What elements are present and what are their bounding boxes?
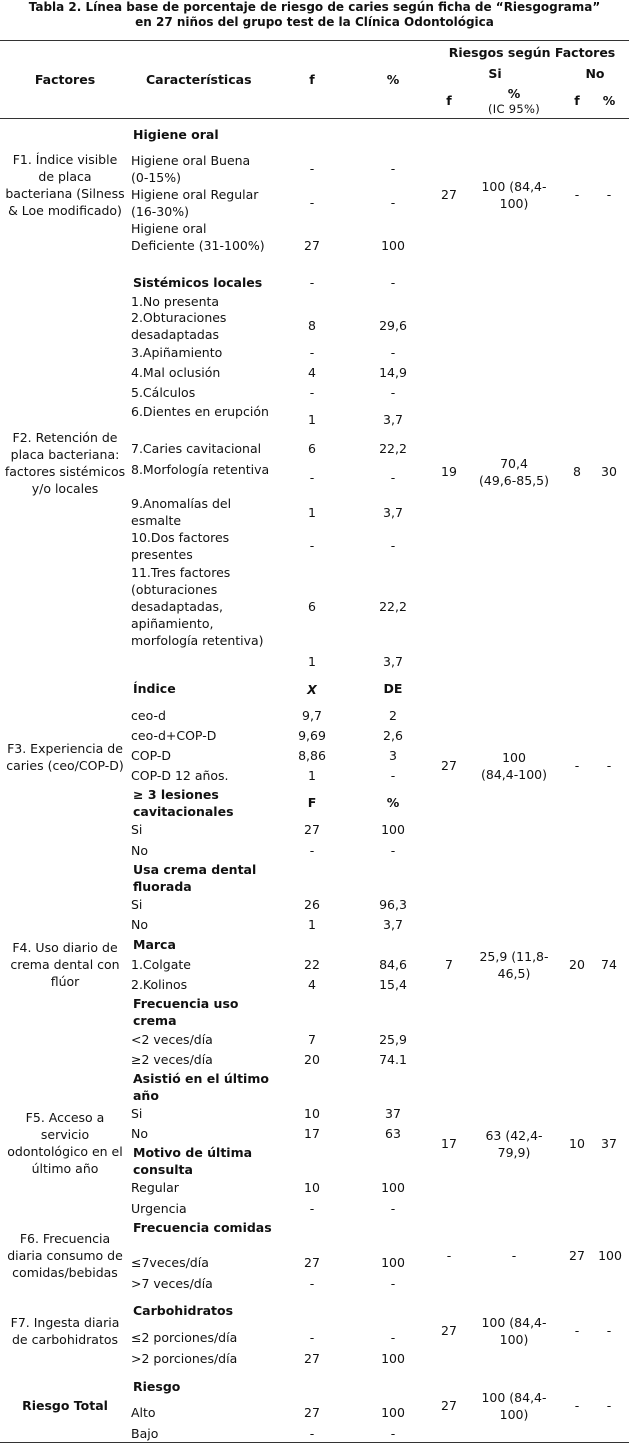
row-f: - (309, 385, 315, 400)
row-label: Si (131, 897, 143, 912)
row-pct: - (390, 385, 396, 400)
group-heading: Asistió en el último año (133, 1071, 269, 1103)
si-f: - (446, 1248, 452, 1263)
no-f: - (574, 1323, 580, 1338)
row-f: 1 (308, 412, 316, 427)
row-f: - (309, 1276, 315, 1291)
no-f: 20 (569, 957, 585, 972)
si-ic: (49,6-85,5) (479, 473, 549, 488)
row-f: 27 (304, 238, 320, 253)
row-pct: - (390, 1330, 396, 1345)
row-f: - (309, 195, 315, 210)
si-pct: 100 (84,4-100) (481, 179, 547, 211)
row-f: 1 (308, 917, 316, 932)
row-f: 1 (308, 505, 316, 520)
row-label: 11.Tres factores (obturaciones desadaptadas, apiñamiento, morfología retentiva) (131, 565, 264, 648)
row-pct: 22,2 (379, 441, 407, 456)
table-caption (0, 0, 629, 40)
no-pct: 74 (601, 957, 617, 972)
row-f: 4 (308, 977, 316, 992)
bottom-rule (0, 1442, 629, 1443)
row-pct: 63 (385, 1126, 401, 1141)
row-pct: 100 (381, 1180, 405, 1195)
header-no: No (585, 66, 605, 81)
header-f: F (307, 795, 317, 810)
header-riesgos: Riesgos según Factores (448, 45, 616, 60)
row-label: COP-D 12 años. (131, 768, 229, 783)
row-f: - (309, 161, 315, 176)
row-f: 10 (304, 1180, 320, 1195)
row-pct: 96,3 (379, 897, 407, 912)
header-si-ic: (IC 95%) (487, 102, 540, 116)
row-f: - (309, 1426, 315, 1441)
group-heading: Índice (133, 681, 176, 696)
row-label: Higiene oral Regular (16-30%) (131, 187, 259, 219)
no-pct: 100 (598, 1248, 622, 1263)
factor-label: Riesgo Total (22, 1398, 108, 1413)
group-heading: Marca (133, 937, 176, 952)
row-pct: - (390, 195, 396, 210)
row-label: >2 porciones/día (131, 1351, 238, 1366)
row-label: Si (131, 1106, 143, 1121)
row-label: 10.Dos factores presentes (131, 530, 230, 562)
group-heading: Higiene oral (133, 127, 219, 142)
row-f: 8,86 (298, 748, 326, 763)
row-label: 1.Colgate (131, 957, 191, 972)
row-label: Bajo (131, 1426, 159, 1441)
group-heading: Carbohidratos (133, 1303, 234, 1318)
row-pct: 3,7 (383, 654, 403, 669)
row-pct: - (390, 275, 396, 290)
factor-label: F2. Retención de placa bacteriana: factores sistémicos y/o locales (4, 430, 126, 496)
no-f: - (574, 758, 580, 773)
row-label: 3.Apiñamiento (131, 345, 223, 360)
si-pct: 70,4 (500, 456, 528, 471)
si-f: 27 (441, 1323, 457, 1338)
row-f: - (309, 538, 315, 553)
no-f: 8 (573, 464, 581, 479)
row-label: ≥2 veces/día (131, 1052, 213, 1067)
row-pct: 100 (381, 1351, 405, 1366)
factor-label: F1. Índice visible de placa bacteriana (Silness & Loe modificado) (5, 152, 125, 218)
header-si: Si (488, 66, 502, 81)
no-pct: - (606, 1323, 612, 1338)
no-f: 10 (569, 1136, 585, 1151)
row-label: 6.Dientes en erupción (131, 404, 269, 419)
row-label: Alto (131, 1405, 156, 1420)
row-label: 7.Caries cavitacional (131, 441, 262, 456)
row-label: COP-D (131, 748, 171, 763)
no-pct: - (606, 1398, 612, 1413)
factor-label: F3. Experiencia de caries (ceo/COP-D) (6, 741, 124, 773)
row-f: 7 (308, 1032, 316, 1047)
no-pct: 37 (601, 1136, 617, 1151)
no-pct: - (606, 758, 612, 773)
group-heading: Frecuencia comidas (133, 1220, 272, 1235)
row-pct: 15,4 (379, 977, 407, 992)
row-label: 1.No presenta (131, 294, 220, 309)
header-f: f (309, 72, 315, 87)
caption-line-1: Tabla 2. Línea base de porcentaje de riesgo de caries según ficha de “Riesgograma” (28, 0, 601, 14)
row-label: >7 veces/día (131, 1276, 213, 1291)
row-pct: 2,6 (383, 728, 403, 743)
top-rule (0, 40, 629, 41)
row-label: <2 veces/día (131, 1032, 213, 1047)
row-f: 1 (308, 768, 316, 783)
row-pct: - (390, 345, 396, 360)
si-pct: 63 (42,4-79,9) (485, 1128, 543, 1160)
row-f: - (309, 470, 315, 485)
row-f: 27 (304, 822, 320, 837)
row-pct: - (390, 470, 396, 485)
row-label: No (131, 917, 148, 932)
row-f: 27 (304, 1255, 320, 1270)
no-pct: 30 (601, 464, 617, 479)
row-pct: - (390, 768, 396, 783)
mean-symbol: X (307, 682, 317, 697)
header-si-pct: % (507, 86, 521, 101)
header-pct: % (386, 795, 400, 810)
row-f: 27 (304, 1405, 320, 1420)
row-label: Regular (131, 1180, 179, 1195)
group-heading: Usa crema dental fluorada (133, 862, 257, 894)
header-si-f: f (446, 93, 452, 108)
si-pct: 100 (84,4-100) (481, 1390, 547, 1422)
row-label: Higiene oral Deficiente (31-100%) (131, 221, 265, 253)
row-label: 5.Cálculos (131, 385, 196, 400)
header-de: DE (383, 681, 403, 696)
row-label: 8.Morfología retentiva (131, 462, 270, 477)
group-heading: Sistémicos locales (133, 275, 263, 290)
row-pct: 29,6 (379, 318, 407, 333)
no-pct: - (606, 187, 612, 202)
row-f: 17 (304, 1126, 320, 1141)
no-f: - (574, 1398, 580, 1413)
header-rule (0, 118, 629, 119)
factor-label: F5. Acceso a servicio odontológico en el último año (7, 1110, 123, 1176)
row-pct: - (390, 538, 396, 553)
row-pct: - (390, 843, 396, 858)
si-f: 19 (441, 464, 457, 479)
header-no-f: f (574, 93, 580, 108)
si-f: 27 (441, 187, 457, 202)
factor-label: F4. Uso diario de crema dental con flúor (10, 940, 120, 989)
row-f: 20 (304, 1052, 320, 1067)
row-label: 4.Mal oclusión (131, 365, 221, 380)
row-label: 9.Anomalías del esmalte (131, 496, 232, 528)
row-label: 2.Kolinos (131, 977, 188, 992)
factor-label: F6. Frecuencia diaria consumo de comidas/bebidas (7, 1231, 123, 1280)
no-f: 27 (569, 1248, 585, 1263)
row-f: 1 (308, 654, 316, 669)
row-label: Higiene oral Buena (0-15%) (131, 153, 251, 185)
row-label: ceo-d (131, 708, 166, 723)
row-pct: 100 (381, 1405, 405, 1420)
factor-label: F7. Ingesta diaria de carbohidratos (10, 1315, 120, 1347)
row-label: ≤2 porciones/día (131, 1330, 238, 1345)
header-pct: % (386, 72, 400, 87)
si-f: 27 (441, 1398, 457, 1413)
row-pct: 25,9 (379, 1032, 407, 1047)
row-pct: 3,7 (383, 505, 403, 520)
si-ic: (84,4-100) (481, 767, 547, 782)
row-pct: 100 (381, 822, 405, 837)
row-label: Si (131, 822, 143, 837)
row-pct: 37 (385, 1106, 401, 1121)
row-pct: 22,2 (379, 599, 407, 614)
row-pct: - (390, 161, 396, 176)
row-pct: 2 (389, 708, 397, 723)
group-heading: ≥ 3 lesiones cavitacionales (133, 787, 234, 819)
no-f: - (574, 187, 580, 202)
row-pct: 14,9 (379, 365, 407, 380)
header-caracteristicas: Características (146, 72, 252, 87)
si-f: 7 (445, 957, 453, 972)
si-pct: 100 (84,4-100) (481, 1315, 547, 1347)
row-f: 10 (304, 1106, 320, 1121)
row-label: ≤7veces/día (131, 1255, 209, 1270)
row-f: 27 (304, 1351, 320, 1366)
group-heading: Frecuencia uso crema (133, 996, 239, 1028)
row-pct: 3 (389, 748, 397, 763)
row-f: - (309, 345, 315, 360)
row-pct: - (390, 1276, 396, 1291)
row-f: 8 (308, 318, 316, 333)
row-f: 22 (304, 957, 320, 972)
row-label: 2.Obturaciones desadaptadas (131, 310, 227, 342)
row-f: - (309, 843, 315, 858)
row-f: - (309, 275, 315, 290)
row-f: 6 (308, 441, 316, 456)
row-label: No (131, 1126, 148, 1141)
header-no-pct: % (602, 93, 616, 108)
row-label: ceo-d+COP-D (131, 728, 217, 743)
row-pct: - (390, 1201, 396, 1216)
row-f: 9,7 (302, 708, 322, 723)
si-f: 17 (441, 1136, 457, 1151)
row-pct: 100 (381, 238, 405, 253)
si-pct: 25,9 (11,8-46,5) (479, 949, 549, 981)
row-pct: 100 (381, 1255, 405, 1270)
row-label: No (131, 843, 148, 858)
si-pct: 100 (502, 750, 526, 765)
row-f: 26 (304, 897, 320, 912)
row-pct: 74.1 (379, 1052, 407, 1067)
row-pct: 84,6 (379, 957, 407, 972)
row-f: - (309, 1201, 315, 1216)
row-pct: - (390, 1426, 396, 1441)
si-pct: - (511, 1248, 517, 1263)
row-pct: 3,7 (383, 917, 403, 932)
group-heading: Riesgo (133, 1379, 181, 1394)
header-factores: Factores (34, 72, 96, 87)
si-f: 27 (441, 758, 457, 773)
row-f: 9,69 (298, 728, 326, 743)
group-heading: Motivo de última consulta (133, 1145, 253, 1177)
row-f: 4 (308, 365, 316, 380)
row-f: 6 (308, 599, 316, 614)
row-pct: 3,7 (383, 412, 403, 427)
caption-line-2: en 27 niños del grupo test de la Clínica Odontológica (135, 15, 494, 29)
row-f: - (309, 1330, 315, 1345)
row-label: Urgencia (131, 1201, 187, 1216)
